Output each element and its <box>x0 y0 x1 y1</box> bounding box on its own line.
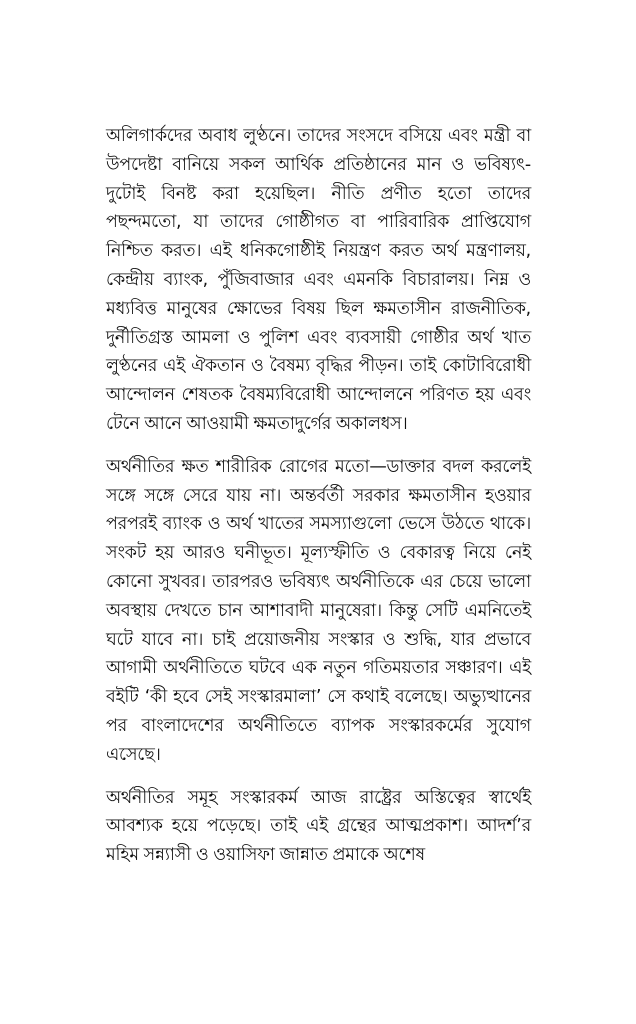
paragraph-3: অর্থনীতির সমূহ সংস্কারকর্ম আজ রাষ্ট্রের অস্তিত্বের স্বার্থেই আবশ্যক হয়ে পড়েছে। তাই এই গ্রন্থের আত্মপ্রকাশ। আদর্শ’র মহিম সন্ন্যাসী ও ওয়াসিফা জান্নাত প্রমাকে অশেষ <box>106 787 531 866</box>
paragraph-1: অলিগার্কদের অবাধ লুণ্ঠনে। তাদের সংসদে বসিয়ে এবং মন্ত্রী বা উপদেষ্টা বানিয়ে সকল আর্থিক প্রতিষ্ঠানের মান ও ভবিষ্যৎ-দুটোই বিনষ্ট করা হয়েছিল। নীতি প্রণীত হতো তাদের পছন্দমতো, যা তাদের গোষ্ঠীগত বা পারিবারিক প্রাপ্তিযোগ নিশ্চিত করত। এই ধনিকগোষ্ঠীই নিয়ন্ত্রণ করত অর্থ মন্ত্রণালয়, কেন্দ্রীয় ব্যাংক, পুঁজিবাজার এবং এমনকি বিচারালয়। নিম্ন ও মধ্যবিত্ত মানুষের ক্ষোভের বিষয় ছিল ক্ষমতাসীন রাজনীতিক, দুর্নীতিগ্রস্ত আমলা ও পুলিশ এবং ব্যবসায়ী গোষ্ঠীর অর্থ খাত লুণ্ঠনের এই ঐকতান ও বৈষম্য বৃদ্ধির পীড়ন। তাই কোটাবিরোধী আন্দোলন শেষতক বৈষম্যবিরোধী আন্দোলনে পরিণত হয় এবং টেনে আনে আওয়ামী ক্ষমতাদুর্গের অকালধস। <box>106 126 531 434</box>
page-body <box>106 122 531 870</box>
paragraph-2: অর্থনীতির ক্ষত শারীরিক রোগের মতো—ডাক্তার বদল করলেই সঙ্গে সঙ্গে সেরে যায় না। অন্তর্বর্তী সরকার ক্ষমতাসীন হওয়ার পরপরই ব্যাংক ও অর্থ খাতের সমস্যাগুলো ভেসে উঠতে থাকে। সংকট হয় আরও ঘনীভূত। মূল্যস্ফীতি ও বেকারত্ব নিয়ে নেই কোনো সুখবর। তারপরও ভবিষ্যৎ অর্থনীতিকে এর চেয়ে ভালো অবস্থায় দেখতে চান আশাবাদী মানুষেরা। কিন্তু সেটি এমনিতেই ঘটে যাবে না। চাই প্রয়োজনীয় সংস্কার ও শুদ্ধি, যার প্রভাবে আগামী অর্থনীতিতে ঘটবে এক নতুন গতিময়তার সঞ্চারণ। এই বইটি ‘কী হবে সেই সংস্কারমালা’ সে কথাই বলেছে। অভ্যুত্থানের পর বাংলাদেশের অর্থনীতিতে ব্যাপক সংস্কারকর্মের সুযোগ এসেছে। <box>106 456 531 765</box>
